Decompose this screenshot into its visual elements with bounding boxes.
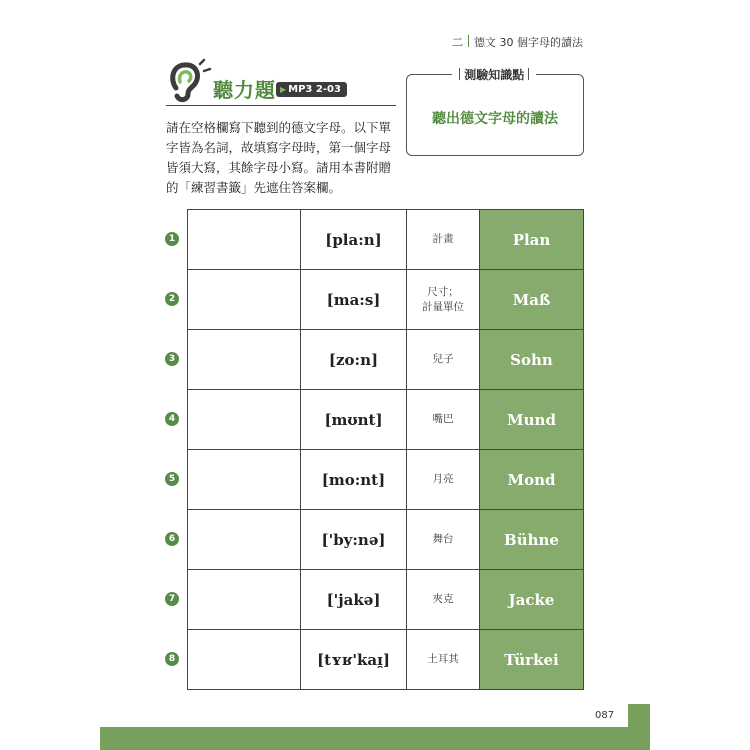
meaning-cell: 嘴巴 xyxy=(407,390,480,450)
answer-cell: Türkei xyxy=(480,630,584,690)
table-row xyxy=(188,630,584,690)
row-number-badge: 1 xyxy=(165,232,179,246)
answer-input-cell[interactable] xyxy=(188,390,301,450)
answer-input-cell[interactable] xyxy=(188,630,301,690)
ipa-cell: [mʊnt] xyxy=(301,390,407,450)
answer-cell: Jacke xyxy=(480,570,584,630)
answer-input-cell[interactable] xyxy=(188,210,301,270)
page-number: 087 xyxy=(595,710,615,721)
ipa-cell: [zo:n] xyxy=(301,330,407,390)
ear-icon xyxy=(166,58,214,104)
table-row xyxy=(188,390,584,450)
label-bar-left xyxy=(459,68,460,80)
ipa-cell: [ma:s] xyxy=(301,270,407,330)
ipa-cell: [pla:n] xyxy=(301,210,407,270)
footer-tab xyxy=(628,704,650,727)
chapter-number: 二 xyxy=(452,36,463,49)
knowledge-label-text: 測驗知識點 xyxy=(464,68,525,82)
answer-cell: Plan xyxy=(480,210,584,270)
title-underline xyxy=(166,105,396,106)
meaning-cell: 月亮 xyxy=(407,450,480,510)
chapter-title: 德文 30 個字母的讀法 xyxy=(474,36,583,49)
table-row xyxy=(188,210,584,270)
answer-cell: Sohn xyxy=(480,330,584,390)
meaning-cell: 計畫 xyxy=(407,210,480,270)
ipa-cell: [tʏʁ'kaɪ̯] xyxy=(301,630,407,690)
row-number-badge: 5 xyxy=(165,472,179,486)
answer-cell: Mond xyxy=(480,450,584,510)
answer-cell: Mund xyxy=(480,390,584,450)
label-bar-right xyxy=(528,68,529,80)
table-row xyxy=(188,510,584,570)
play-icon: ▶ xyxy=(280,85,287,94)
table-row xyxy=(188,270,584,330)
mp3-track: 2-03 xyxy=(315,84,341,95)
meaning-cell: 兒子 xyxy=(407,330,480,390)
row-number-badge: 3 xyxy=(165,352,179,366)
mp3-badge xyxy=(276,82,347,97)
table-row xyxy=(188,450,584,510)
footer-bar xyxy=(100,727,650,750)
ipa-cell: ['jakə] xyxy=(301,570,407,630)
row-number-badge: 8 xyxy=(165,652,179,666)
knowledge-text: 聽出德文字母的讀法 xyxy=(432,111,558,127)
chapter-header xyxy=(452,34,583,50)
meaning-cell: 土耳其 xyxy=(407,630,480,690)
meaning-cell: 尺寸； 計量單位 xyxy=(407,270,480,330)
answer-cell: Maß xyxy=(480,270,584,330)
answer-input-cell[interactable] xyxy=(188,450,301,510)
chapter-separator xyxy=(468,35,469,47)
vocab-table xyxy=(187,209,584,690)
mp3-label: MP3 xyxy=(288,84,313,95)
table-row xyxy=(188,330,584,390)
answer-input-cell[interactable] xyxy=(188,570,301,630)
meaning-cell: 舞台 xyxy=(407,510,480,570)
section-title: 聽力題 xyxy=(213,78,276,102)
answer-input-cell[interactable] xyxy=(188,330,301,390)
instructions: 請在空格欄寫下聽到的德文字母。以下單字皆為名詞，故填寫字母時，第一個字母皆須大寫，其餘字母小寫。請用本書附贈的「練習書籤」先遮住答案欄。 xyxy=(166,120,392,195)
row-number-badge: 2 xyxy=(165,292,179,306)
ipa-cell: [mo:nt] xyxy=(301,450,407,510)
answer-cell: Bühne xyxy=(480,510,584,570)
meaning-cell: 夾克 xyxy=(407,570,480,630)
row-number-badge: 7 xyxy=(165,592,179,606)
answer-input-cell[interactable] xyxy=(188,510,301,570)
row-number-badge: 4 xyxy=(165,412,179,426)
row-number-badge: 6 xyxy=(165,532,179,546)
knowledge-label xyxy=(452,66,536,83)
answer-input-cell[interactable] xyxy=(188,270,301,330)
table-row xyxy=(188,570,584,630)
ipa-cell: ['by:nə] xyxy=(301,510,407,570)
